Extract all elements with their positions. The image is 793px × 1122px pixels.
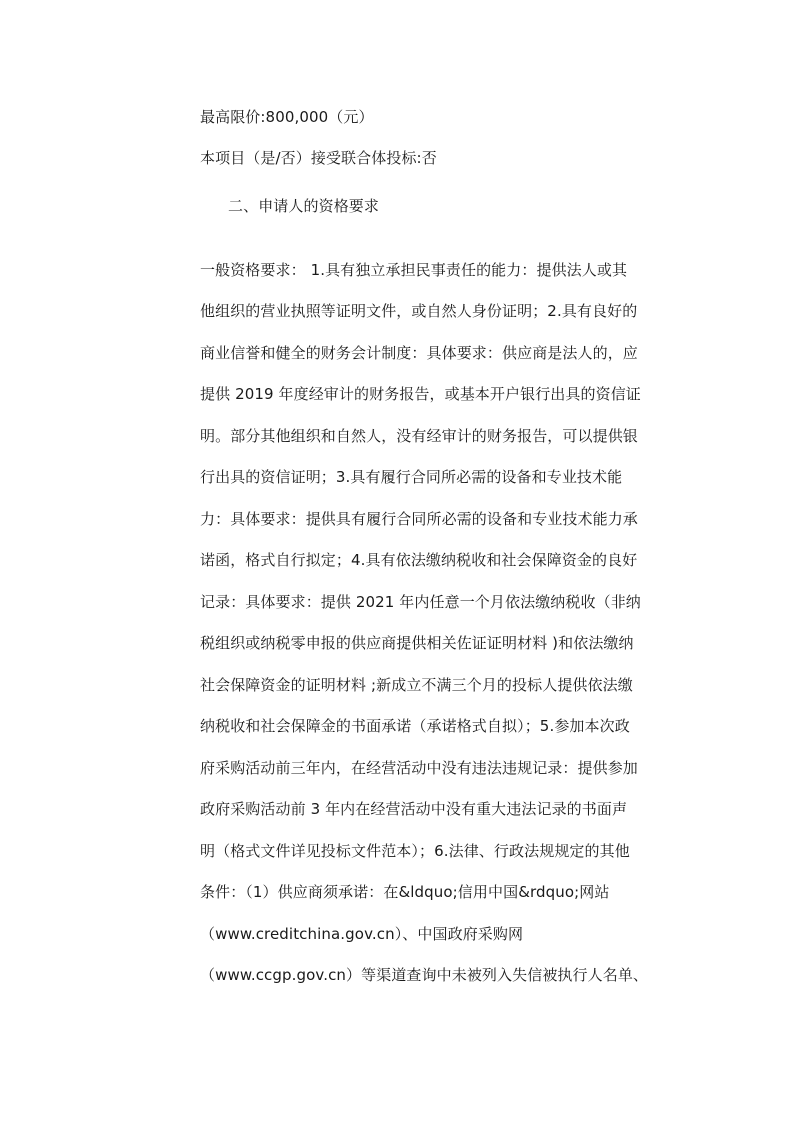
- body-line: 社会保障资金的证明材料 ;新成立不满三个月的投标人提供依法缴: [200, 676, 633, 694]
- body-line: （www.ccgp.gov.cn）等渠道查询中未被列入失信被执行人名单、: [200, 966, 649, 984]
- section-heading: 二、申请人的资格要求: [228, 197, 380, 215]
- body-line: 提供 2019 年度经审计的财务报告，或基本开户银行出具的资信证: [200, 385, 641, 403]
- body-line: 力：具体要求：提供具有履行合同所必需的设备和专业技术能力承: [200, 510, 638, 528]
- body-line: 明（格式文件详见投标文件范本）；6.法律、行政法规规定的其他: [200, 842, 630, 860]
- body-line: 税组织或纳税零申报的供应商提供相关佐证证明材料 )和依法缴纳: [200, 634, 634, 652]
- body-line: 明。部分其他组织和自然人，没有经审计的财务报告，可以提供银: [200, 427, 638, 445]
- body-line: 府采购活动前三年内，在经营活动中没有违法违规记录：提供参加: [200, 759, 638, 777]
- price-limit-line: 最高限价:800,000（元）: [200, 108, 374, 126]
- body-line: （www.creditchina.gov.cn）、中国政府采购网: [200, 925, 524, 943]
- body-line: 纳税收和社会保障金的书面承诺（承诺格式自拟）；5.参加本次政: [200, 717, 630, 735]
- body-line: 一般资格要求： 1.具有独立承担民事责任的能力：提供法人或其: [200, 261, 628, 279]
- body-line: 记录：具体要求：提供 2021 年内任意一个月依法缴纳税收（非纳: [200, 593, 641, 611]
- body-line: 他组织的营业执照等证明文件，或自然人身份证明；2.具有良好的: [200, 302, 638, 320]
- body-line: 商业信誉和健全的财务会计制度：具体要求：供应商是法人的，应: [200, 344, 638, 362]
- body-line: 政府采购活动前 3 年内在经营活动中没有重大违法记录的书面声: [200, 800, 628, 818]
- body-line: 条件：（1）供应商须承诺：在&ldquo;信用中国&rdquo;网站: [200, 883, 610, 901]
- body-line: 诺函，格式自行拟定；4.具有依法缴纳税收和社会保障资金的良好: [200, 551, 638, 569]
- consortium-line: 本项目（是/否）接受联合体投标:否: [200, 149, 437, 167]
- body-line: 行出具的资信证明；3.具有履行合同所必需的设备和专业技术能: [200, 468, 623, 486]
